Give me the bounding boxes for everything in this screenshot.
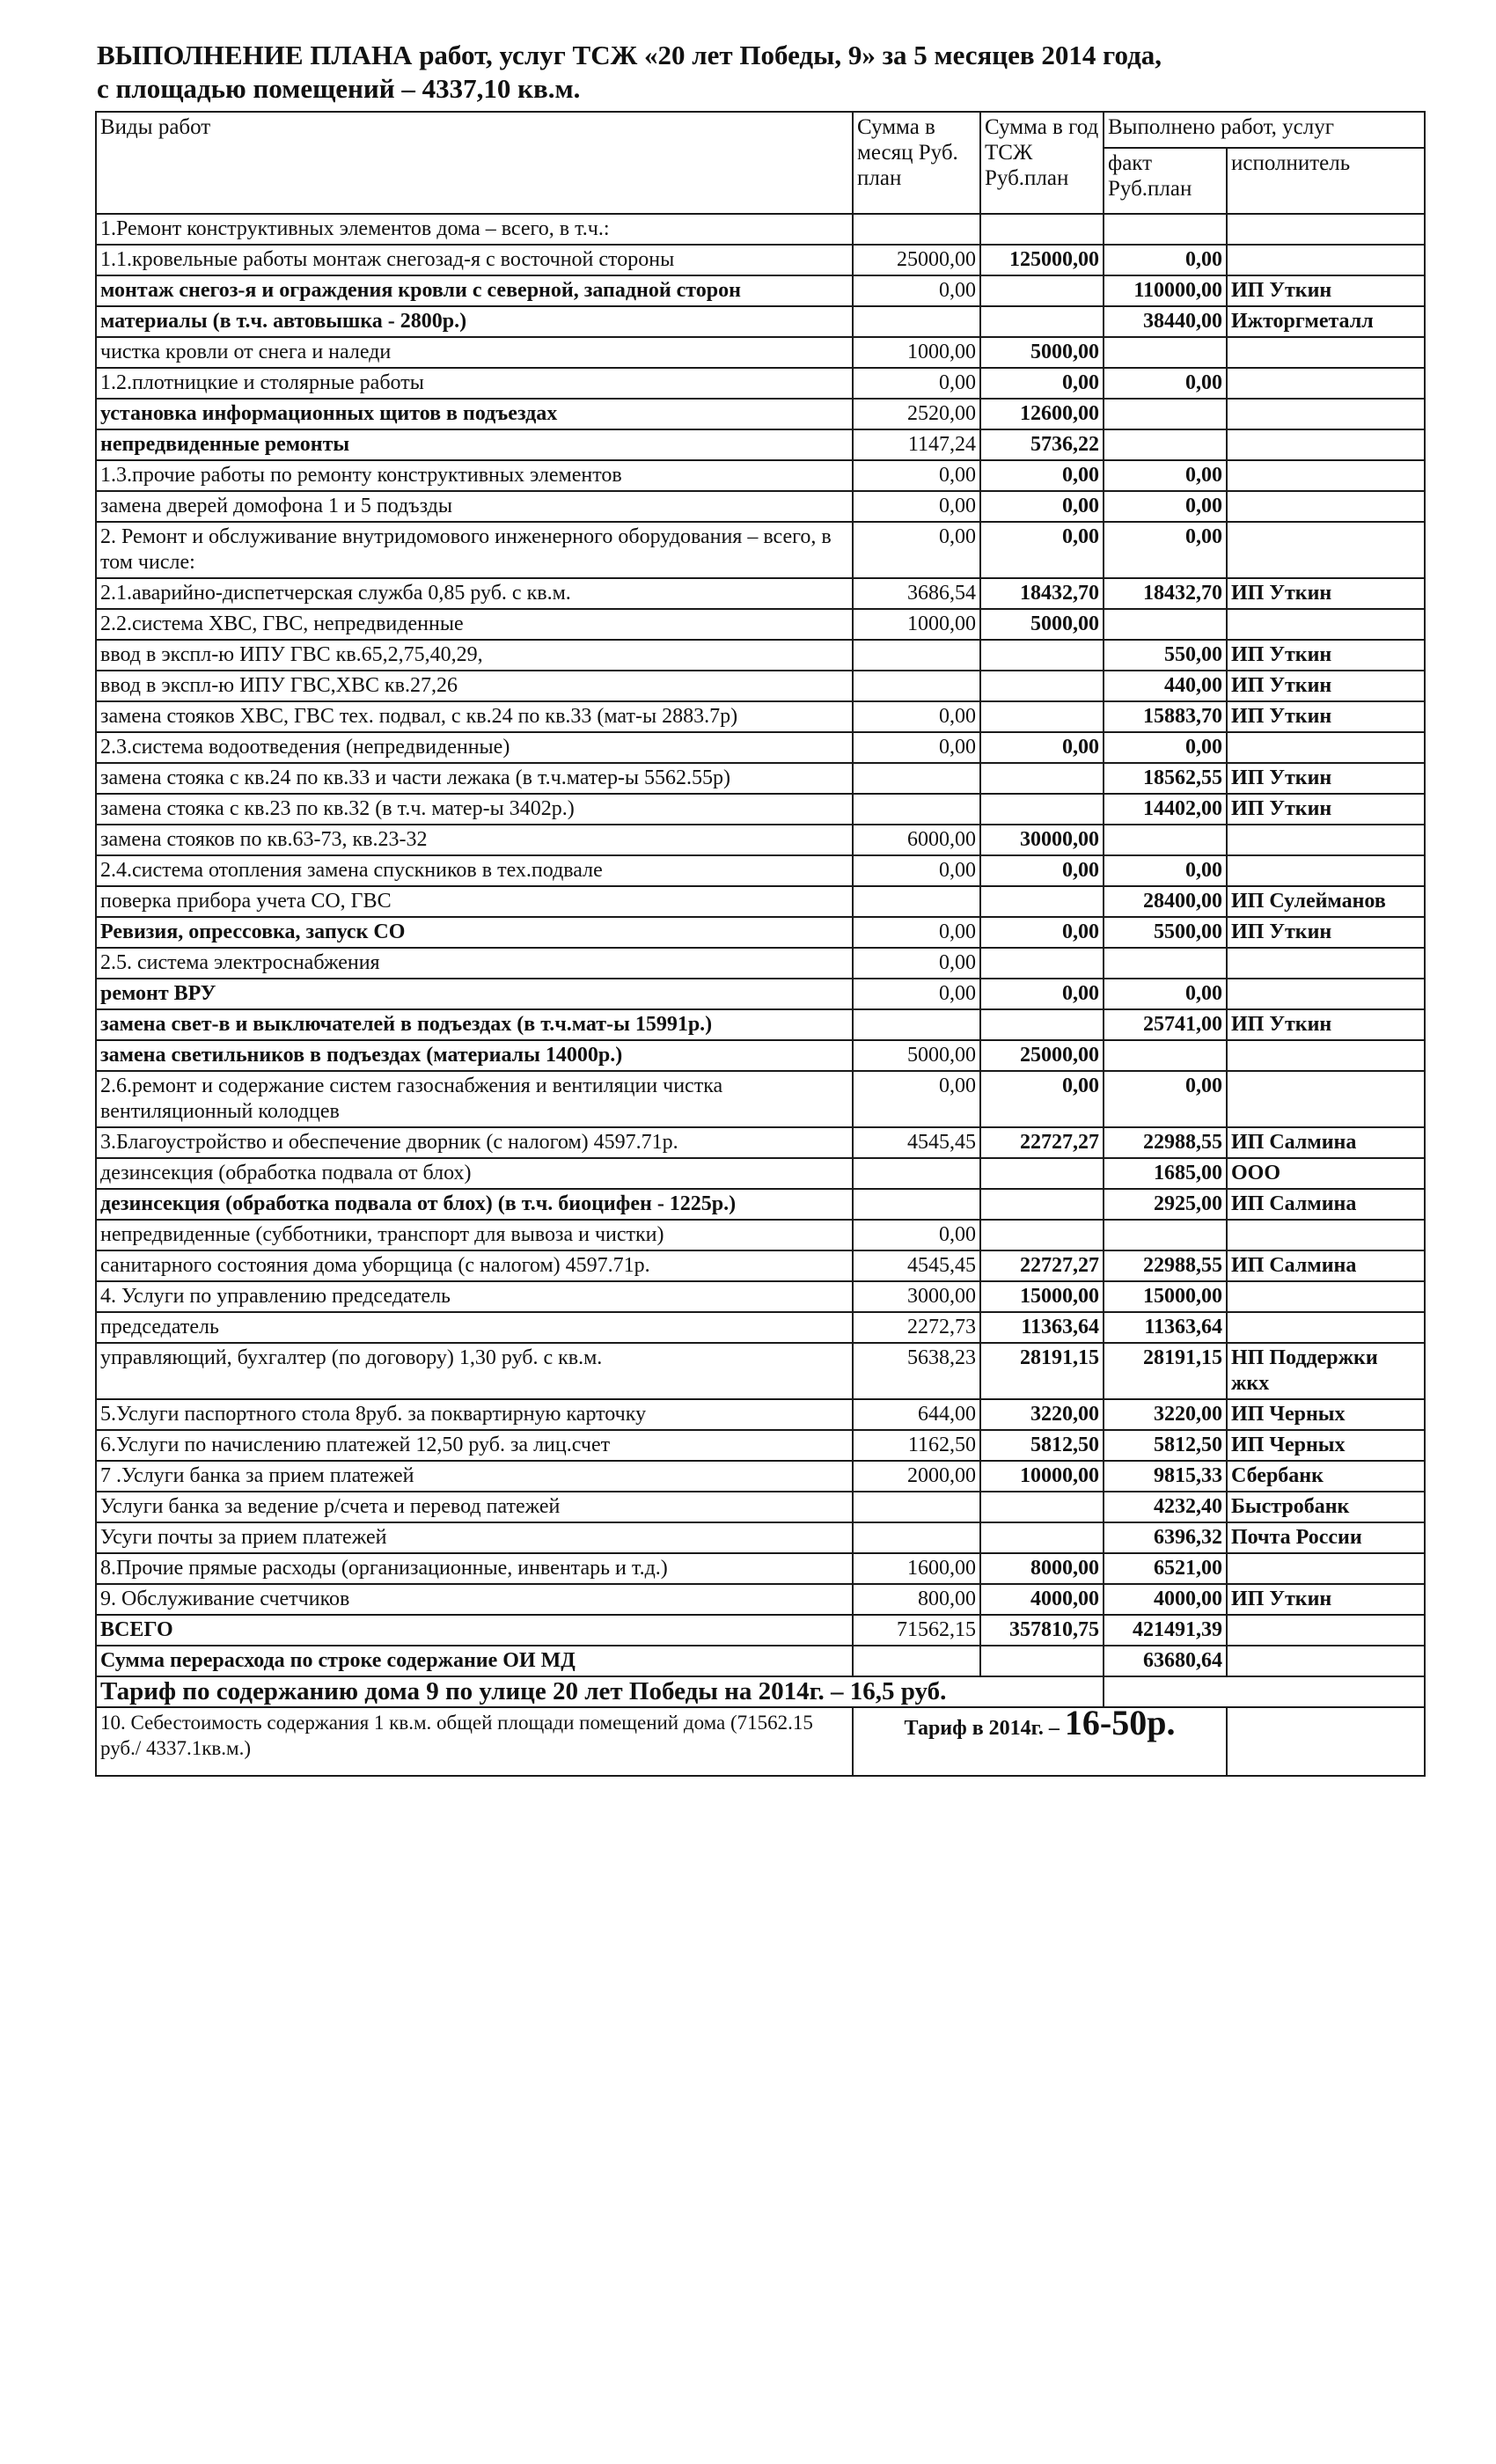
fact-sum <box>1104 1220 1227 1250</box>
table-row <box>96 609 1425 640</box>
year-sum: 15000,00 <box>980 1281 1104 1312</box>
table-row <box>96 1430 1425 1461</box>
fact-sum: 6521,00 <box>1104 1553 1227 1584</box>
year-sum <box>980 1158 1104 1189</box>
month-sum <box>853 1492 980 1522</box>
table-row <box>96 886 1425 917</box>
month-sum: 0,00 <box>853 979 980 1009</box>
year-sum <box>980 701 1104 732</box>
fact-sum: 5500,00 <box>1104 917 1227 948</box>
table-row <box>96 1220 1425 1250</box>
contractor <box>1227 491 1425 522</box>
contractor: ИП Уткин <box>1227 640 1425 671</box>
work-label: дезинсекция (обработка подвала от блох) <box>96 1158 853 1189</box>
year-sum: 0,00 <box>980 491 1104 522</box>
month-sum: 6000,00 <box>853 825 980 855</box>
table-row <box>96 701 1425 732</box>
plan-table <box>95 111 1426 1777</box>
month-sum: 71562,15 <box>853 1615 980 1646</box>
work-label: 4. Услуги по управлению председатель <box>96 1281 853 1312</box>
contractor: ИП Уткин <box>1227 701 1425 732</box>
month-sum: 1000,00 <box>853 337 980 368</box>
month-sum <box>853 640 980 671</box>
month-sum: 0,00 <box>853 701 980 732</box>
contractor: ИП Уткин <box>1227 275 1425 306</box>
table-row <box>96 1189 1425 1220</box>
year-sum <box>980 1220 1104 1250</box>
work-label: 9. Обслуживание счетчиков <box>96 1584 853 1615</box>
table-row <box>96 855 1425 886</box>
month-sum: 0,00 <box>853 275 980 306</box>
year-sum: 25000,00 <box>980 1040 1104 1071</box>
month-sum: 4545,45 <box>853 1250 980 1281</box>
work-label: Усуги почты за прием платежей <box>96 1522 853 1553</box>
work-label: замена свет-в и выключателей в подъездах (в т.ч.мат-ы 15991р.) <box>96 1009 853 1040</box>
header-contractor: исполнитель <box>1227 148 1425 214</box>
contractor: ИП Черных <box>1227 1430 1425 1461</box>
year-sum: 0,00 <box>980 522 1104 578</box>
table-row <box>96 306 1425 337</box>
work-label: замена стояка с кв.23 по кв.32 (в т.ч. матер-ы 3402р.) <box>96 794 853 825</box>
fact-sum: 440,00 <box>1104 671 1227 701</box>
month-sum: 1000,00 <box>853 609 980 640</box>
fact-sum: 38440,00 <box>1104 306 1227 337</box>
year-sum: 5000,00 <box>980 337 1104 368</box>
tariff-box <box>853 1703 1227 1776</box>
year-sum: 0,00 <box>980 917 1104 948</box>
month-sum <box>853 1522 980 1553</box>
month-sum: 5638,23 <box>853 1343 980 1399</box>
year-sum: 357810,75 <box>980 1615 1104 1646</box>
month-sum: 0,00 <box>853 855 980 886</box>
year-sum: 18432,70 <box>980 578 1104 609</box>
fact-sum <box>1104 948 1227 979</box>
fact-sum: 11363,64 <box>1104 1312 1227 1343</box>
fact-sum: 5812,50 <box>1104 1430 1227 1461</box>
work-label: дезинсекция (обработка подвала от блох) (в т.ч. биоцифен - 1225р.) <box>96 1189 853 1220</box>
month-sum: 4545,45 <box>853 1127 980 1158</box>
month-sum: 2000,00 <box>853 1461 980 1492</box>
contractor: ИП Уткин <box>1227 578 1425 609</box>
fact-sum: 421491,39 <box>1104 1615 1227 1646</box>
table-row <box>96 979 1425 1009</box>
year-sum: 22727,27 <box>980 1127 1104 1158</box>
fact-sum: 28191,15 <box>1104 1343 1227 1399</box>
header-works: Виды работ <box>96 112 853 214</box>
work-label: замена стояка с кв.24 по кв.33 и части лежака (в т.ч.матер-ы 5562.55р) <box>96 763 853 794</box>
fact-sum: 6396,32 <box>1104 1522 1227 1553</box>
year-sum <box>980 948 1104 979</box>
work-label: Сумма перерасхода по строке содержание ОИ МД <box>96 1646 853 1676</box>
year-sum: 4000,00 <box>980 1584 1104 1615</box>
month-sum: 0,00 <box>853 368 980 399</box>
year-sum <box>980 1009 1104 1040</box>
year-sum <box>980 1492 1104 1522</box>
year-sum <box>980 886 1104 917</box>
work-label: председатель <box>96 1312 853 1343</box>
work-label: 5.Услуги паспортного стола 8руб. за поквартирную карточку <box>96 1399 853 1430</box>
work-label: 2. Ремонт и обслуживание внутридомового инженерного оборудования – всего, в том числе: <box>96 522 853 578</box>
fact-sum: 18432,70 <box>1104 578 1227 609</box>
month-sum: 1147,24 <box>853 429 980 460</box>
header-fact: факт Руб.план <box>1104 148 1227 214</box>
month-sum: 2520,00 <box>853 399 980 429</box>
work-label: 1.1.кровельные работы монтаж снегозад-я с восточной стороны <box>96 245 853 275</box>
month-sum <box>853 1009 980 1040</box>
month-sum: 3686,54 <box>853 578 980 609</box>
table-row <box>96 1281 1425 1312</box>
table-row <box>96 1399 1425 1430</box>
work-label: 2.3.система водоотведения (непредвиденные) <box>96 732 853 763</box>
work-label: установка информационных щитов в подъездах <box>96 399 853 429</box>
contractor <box>1227 855 1425 886</box>
fact-sum: 3220,00 <box>1104 1399 1227 1430</box>
year-sum <box>980 1646 1104 1676</box>
table-row <box>96 1492 1425 1522</box>
title-line-1: ВЫПОЛНЕНИЕ ПЛАНА работ, услуг ТСЖ «20 лет Победы, 9» за 5 месяцев 2014 года, <box>97 40 1162 70</box>
month-sum: 0,00 <box>853 1220 980 1250</box>
contractor: ИП Уткин <box>1227 671 1425 701</box>
work-label: Услуги банка за ведение р/счета и перевод патежей <box>96 1492 853 1522</box>
month-sum: 0,00 <box>853 732 980 763</box>
fact-sum <box>1104 429 1227 460</box>
month-sum: 0,00 <box>853 491 980 522</box>
contractor: НП Поддержки жкх <box>1227 1343 1425 1399</box>
year-sum: 0,00 <box>980 855 1104 886</box>
month-sum: 0,00 <box>853 1071 980 1127</box>
table-row <box>96 671 1425 701</box>
contractor: Сбербанк <box>1227 1461 1425 1492</box>
table-row <box>96 275 1425 306</box>
cost-row <box>96 1707 1425 1776</box>
table-row <box>96 640 1425 671</box>
fact-sum <box>1104 609 1227 640</box>
month-sum: 2272,73 <box>853 1312 980 1343</box>
year-sum: 30000,00 <box>980 825 1104 855</box>
fact-sum: 14402,00 <box>1104 794 1227 825</box>
work-label: ВСЕГО <box>96 1615 853 1646</box>
fact-sum: 0,00 <box>1104 245 1227 275</box>
work-label: Ревизия, опрессовка, запуск СО <box>96 917 853 948</box>
footer-body <box>96 1676 1425 1776</box>
header-row <box>96 112 1425 148</box>
table-row <box>96 1127 1425 1158</box>
month-sum <box>853 306 980 337</box>
tariff-row <box>96 1676 1425 1707</box>
fact-sum: 15883,70 <box>1104 701 1227 732</box>
contractor: ИП Салмина <box>1227 1189 1425 1220</box>
fact-sum <box>1104 825 1227 855</box>
fact-sum: 0,00 <box>1104 979 1227 1009</box>
document-title <box>97 39 1197 106</box>
year-sum: 0,00 <box>980 732 1104 763</box>
contractor: ИП Уткин <box>1227 763 1425 794</box>
fact-sum <box>1104 399 1227 429</box>
fact-sum <box>1104 337 1227 368</box>
tariff-box-amount: 16-50р. <box>1064 1703 1176 1742</box>
month-sum <box>853 794 980 825</box>
contractor: ИП Салмина <box>1227 1127 1425 1158</box>
table-row <box>96 1461 1425 1492</box>
year-sum <box>980 306 1104 337</box>
month-sum <box>853 763 980 794</box>
year-sum: 5736,22 <box>980 429 1104 460</box>
contractor: ИП Черных <box>1227 1399 1425 1430</box>
month-sum <box>853 1158 980 1189</box>
contractor <box>1227 979 1425 1009</box>
plan-table-body <box>96 112 1425 1676</box>
table-row <box>96 214 1425 245</box>
table-row <box>96 1615 1425 1646</box>
contractor <box>1227 609 1425 640</box>
work-label: поверка прибора учета СО, ГВС <box>96 886 853 917</box>
fact-sum: 0,00 <box>1104 1071 1227 1127</box>
fact-sum: 550,00 <box>1104 640 1227 671</box>
fact-sum: 4000,00 <box>1104 1584 1227 1615</box>
work-label: непредвиденные (субботники, транспорт для вывоза и чистки) <box>96 1220 853 1250</box>
contractor <box>1227 1281 1425 1312</box>
fact-sum: 110000,00 <box>1104 275 1227 306</box>
contractor: ИП Уткин <box>1227 1009 1425 1040</box>
table-row <box>96 732 1425 763</box>
year-sum: 125000,00 <box>980 245 1104 275</box>
table-row <box>96 794 1425 825</box>
year-sum: 8000,00 <box>980 1553 1104 1584</box>
month-sum: 0,00 <box>853 522 980 578</box>
month-sum <box>853 671 980 701</box>
contractor <box>1227 1615 1425 1646</box>
contractor <box>1227 522 1425 578</box>
table-row <box>96 948 1425 979</box>
month-sum: 5000,00 <box>853 1040 980 1071</box>
work-label: 1.3.прочие работы по ремонту конструктивных элементов <box>96 460 853 491</box>
contractor: Почта России <box>1227 1522 1425 1553</box>
fact-sum: 63680,64 <box>1104 1646 1227 1676</box>
month-sum <box>853 1189 980 1220</box>
contractor <box>1227 1312 1425 1343</box>
contractor: ИП Уткин <box>1227 794 1425 825</box>
table-row <box>96 491 1425 522</box>
table-row <box>96 578 1425 609</box>
fact-sum: 0,00 <box>1104 368 1227 399</box>
contractor <box>1227 368 1425 399</box>
contractor <box>1227 948 1425 979</box>
contractor: Быстробанк <box>1227 1492 1425 1522</box>
month-sum: 1162,50 <box>853 1430 980 1461</box>
work-label: замена дверей домофона 1 и 5 подъзды <box>96 491 853 522</box>
contractor <box>1227 399 1425 429</box>
year-sum: 5812,50 <box>980 1430 1104 1461</box>
table-row <box>96 245 1425 275</box>
work-label: 6.Услуги по начислению платежей 12,50 руб. за лиц.счет <box>96 1430 853 1461</box>
year-sum: 0,00 <box>980 1071 1104 1127</box>
contractor <box>1227 732 1425 763</box>
fact-sum: 0,00 <box>1104 491 1227 522</box>
contractor <box>1227 1040 1425 1071</box>
fact-sum: 15000,00 <box>1104 1281 1227 1312</box>
month-sum: 800,00 <box>853 1584 980 1615</box>
table-row <box>96 1343 1425 1399</box>
table-row <box>96 1646 1425 1676</box>
contractor <box>1227 337 1425 368</box>
fact-sum: 9815,33 <box>1104 1461 1227 1492</box>
year-sum: 22727,27 <box>980 1250 1104 1281</box>
header-year: Сумма в год ТСЖ Руб.план <box>980 112 1104 214</box>
contractor <box>1227 429 1425 460</box>
work-label: замена светильников в подъездах (материалы 14000р.) <box>96 1040 853 1071</box>
month-sum: 25000,00 <box>853 245 980 275</box>
year-sum: 12600,00 <box>980 399 1104 429</box>
fact-sum: 18562,55 <box>1104 763 1227 794</box>
table-row <box>96 1522 1425 1553</box>
tariff-line: Тариф по содержанию дома 9 по улице 20 лет Победы на 2014г. – 16,5 руб. <box>96 1676 1104 1707</box>
table-row <box>96 763 1425 794</box>
fact-sum: 0,00 <box>1104 522 1227 578</box>
year-sum: 11363,64 <box>980 1312 1104 1343</box>
work-label: ввод в экспл-ю ИПУ ГВС,ХВС кв.27,26 <box>96 671 853 701</box>
table-row <box>96 825 1425 855</box>
year-sum: 0,00 <box>980 460 1104 491</box>
fact-sum <box>1104 1040 1227 1071</box>
month-sum <box>853 1646 980 1676</box>
fact-sum: 4232,40 <box>1104 1492 1227 1522</box>
year-sum <box>980 275 1104 306</box>
work-label: замена стояков ХВС, ГВС тех. подвал, с кв.24 по кв.33 (мат-ы 2883.7р) <box>96 701 853 732</box>
table-row <box>96 1009 1425 1040</box>
fact-sum: 22988,55 <box>1104 1250 1227 1281</box>
table-row <box>96 337 1425 368</box>
table-row <box>96 368 1425 399</box>
year-sum: 28191,15 <box>980 1343 1104 1399</box>
contractor: ИП Уткин <box>1227 917 1425 948</box>
month-sum: 644,00 <box>853 1399 980 1430</box>
table-row <box>96 917 1425 948</box>
contractor: ИП Уткин <box>1227 1584 1425 1615</box>
contractor: ИП Салмина <box>1227 1250 1425 1281</box>
contractor: Ижторгметалл <box>1227 306 1425 337</box>
work-label: монтаж снегоз-я и ограждения кровли с северной, западной сторон <box>96 275 853 306</box>
year-sum <box>980 640 1104 671</box>
work-label: материалы (в т.ч. автовышка - 2800р.) <box>96 306 853 337</box>
fact-sum: 2925,00 <box>1104 1189 1227 1220</box>
work-label: 2.2.система ХВС, ГВС, непредвиденные <box>96 609 853 640</box>
fact-sum <box>1104 214 1227 245</box>
fact-sum: 22988,55 <box>1104 1127 1227 1158</box>
work-label: 1.Ремонт конструктивных элементов дома – всего, в т.ч.: <box>96 214 853 245</box>
contractor <box>1227 825 1425 855</box>
contractor <box>1227 1646 1425 1676</box>
contractor <box>1227 214 1425 245</box>
table-row <box>96 1312 1425 1343</box>
work-label: непредвиденные ремонты <box>96 429 853 460</box>
work-label: чистка кровли от снега и наледи <box>96 337 853 368</box>
month-sum: 0,00 <box>853 460 980 491</box>
table-row <box>96 460 1425 491</box>
fact-sum: 0,00 <box>1104 732 1227 763</box>
table-row <box>96 1071 1425 1127</box>
table-row <box>96 399 1425 429</box>
year-sum: 0,00 <box>980 979 1104 1009</box>
work-label: 1.2.плотницкие и столярные работы <box>96 368 853 399</box>
work-label: санитарного состояния дома уборщица (с налогом) 4597.71р. <box>96 1250 853 1281</box>
work-label: 8.Прочие прямые расходы (организационные, инвентарь и т.д.) <box>96 1553 853 1584</box>
work-label: ремонт ВРУ <box>96 979 853 1009</box>
year-sum: 3220,00 <box>980 1399 1104 1430</box>
table-row <box>96 429 1425 460</box>
month-sum: 3000,00 <box>853 1281 980 1312</box>
contractor <box>1227 1553 1425 1584</box>
fact-sum: 0,00 <box>1104 460 1227 491</box>
work-label: 2.5. система электроснабжения <box>96 948 853 979</box>
table-row <box>96 522 1425 578</box>
work-label: 7 .Услуги банка за прием платежей <box>96 1461 853 1492</box>
contractor <box>1227 1071 1425 1127</box>
tariff-box-empty <box>1227 1707 1425 1776</box>
header-done: Выполнено работ, услуг <box>1104 112 1425 148</box>
work-label: замена стояков по кв.63-73, кв.23-32 <box>96 825 853 855</box>
table-row <box>96 1553 1425 1584</box>
year-sum: 5000,00 <box>980 609 1104 640</box>
year-sum <box>980 1522 1104 1553</box>
year-sum: 10000,00 <box>980 1461 1104 1492</box>
month-sum: 1600,00 <box>853 1553 980 1584</box>
contractor: ИП Сулейманов <box>1227 886 1425 917</box>
cost-note: 10. Себестоимость содержания 1 кв.м. общей площади помещений дома (71562.15 руб./ 4337.1кв.м.) <box>96 1707 853 1776</box>
contractor <box>1227 245 1425 275</box>
tariff-box-label: Тариф в 2014г. – <box>904 1717 1065 1740</box>
contractor <box>1227 1220 1425 1250</box>
table-row <box>96 1584 1425 1615</box>
month-sum: 0,00 <box>853 917 980 948</box>
fact-sum: 1685,00 <box>1104 1158 1227 1189</box>
year-sum <box>980 1189 1104 1220</box>
year-sum <box>980 214 1104 245</box>
work-label: управляющий, бухгалтер (по договору) 1,30 руб. с кв.м. <box>96 1343 853 1399</box>
title-line-2: с площадью помещений – 4337,10 кв.м. <box>97 73 581 104</box>
header-month: Сумма в месяц Руб. план <box>853 112 980 214</box>
work-label: 2.4.система отопления замена спускников в тех.подвале <box>96 855 853 886</box>
month-sum <box>853 886 980 917</box>
work-label: ввод в экспл-ю ИПУ ГВС кв.65,2,75,40,29, <box>96 640 853 671</box>
fact-sum: 0,00 <box>1104 855 1227 886</box>
table-row <box>96 1158 1425 1189</box>
month-sum: 0,00 <box>853 948 980 979</box>
work-label: 2.6.ремонт и содержание систем газоснабжения и вентиляции чистка вентиляционный колодцев <box>96 1071 853 1127</box>
month-sum <box>853 214 980 245</box>
table-row <box>96 1040 1425 1071</box>
table-row <box>96 1250 1425 1281</box>
work-label: 2.1.аварийно-диспетчерская служба 0,85 руб. с кв.м. <box>96 578 853 609</box>
year-sum <box>980 671 1104 701</box>
year-sum: 0,00 <box>980 368 1104 399</box>
year-sum <box>980 763 1104 794</box>
year-sum <box>980 794 1104 825</box>
work-label: 3.Благоустройство и обеспечение дворник (с налогом) 4597.71р. <box>96 1127 853 1158</box>
fact-sum: 25741,00 <box>1104 1009 1227 1040</box>
contractor <box>1227 460 1425 491</box>
fact-sum: 28400,00 <box>1104 886 1227 917</box>
contractor: ООО <box>1227 1158 1425 1189</box>
